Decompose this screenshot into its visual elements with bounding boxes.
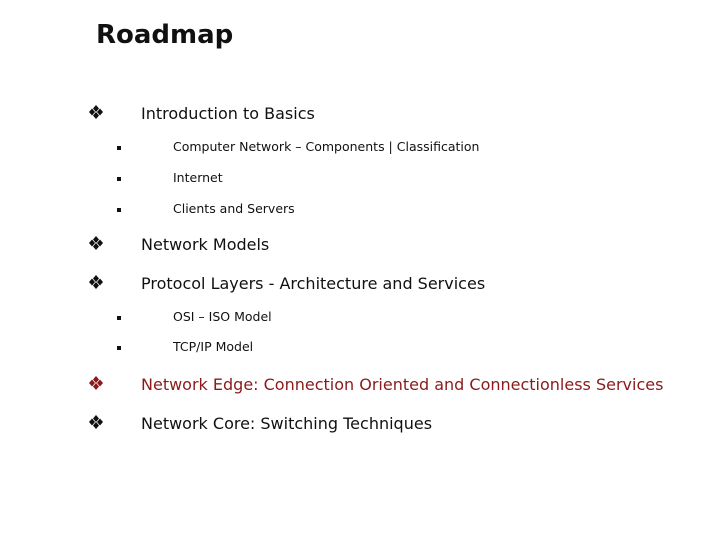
roadmap-subitem-label: TCP/IP Model — [173, 339, 254, 354]
roadmap-item-label: Protocol Layers - Architecture and Services — [141, 274, 486, 293]
square-bullet-icon — [117, 316, 121, 320]
roadmap-subitem-label: Internet — [173, 170, 223, 185]
diamond-bullet-icon — [88, 236, 104, 250]
roadmap-item-label: Network Core: Switching Techniques — [141, 414, 433, 433]
diamond-bullet-icon — [88, 105, 104, 119]
roadmap-item-label-highlighted: Network Edge: Connection Oriented and Connectionless Services — [141, 375, 664, 394]
roadmap-item-label: Network Models — [141, 235, 270, 254]
square-bullet-icon — [117, 208, 121, 212]
diamond-bullet-icon — [88, 415, 104, 429]
slide-title: Roadmap — [96, 20, 234, 50]
square-bullet-icon — [117, 177, 121, 181]
roadmap-item-label: Introduction to Basics — [141, 104, 315, 123]
roadmap-subitem-label: Clients and Servers — [173, 201, 295, 216]
square-bullet-icon — [117, 346, 121, 350]
square-bullet-icon — [117, 146, 121, 150]
diamond-bullet-icon — [88, 376, 104, 390]
roadmap-subitem-label: OSI – ISO Model — [173, 309, 272, 324]
roadmap-subitem-label: Computer Network – Components | Classification — [173, 139, 480, 154]
diamond-bullet-icon — [88, 275, 104, 289]
